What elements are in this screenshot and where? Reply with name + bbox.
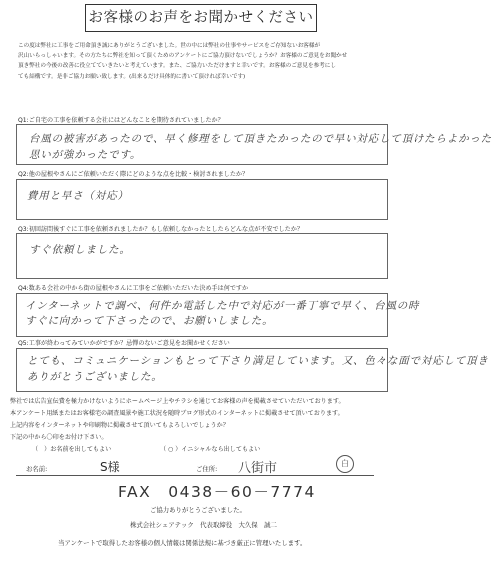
answer-box-2	[16, 179, 388, 220]
notice-line: 上記内容をインターネットや印刷物に掲載させて頂いてもよろしいでしょうか？	[10, 422, 229, 429]
answer-1-line-1: 台風の被害があったので、早く修理をして頂きたかったので早い対応して頂けたらよかった	[29, 133, 492, 145]
name-divider	[16, 475, 374, 476]
address-label: ご住所:	[196, 465, 218, 473]
answer-4-line-1: インターネットで調べ、何件か電話した中で対応が一番丁寧で早く、台風の時	[25, 300, 420, 312]
notice-line: 弊社では広告宣伝費を極力かけないようにホームページ上やチラシを通じてお客様の声を掲載させていただいております。	[10, 398, 345, 405]
question-2-label: Q2:他の屋根やさんにご依頼いただく際にどのような点を比較・検討されましたか？	[18, 171, 249, 178]
intro-line: ても結構です。是非ご協力お願い致します。(出来るだけ具体的に書いて頂ければ幸いです)	[18, 73, 246, 80]
answer-5-line-2: ありがとうございました。	[27, 371, 163, 383]
answer-4-line-2: すぐに向かって下さったので、お願いしました。	[25, 315, 274, 327]
question-3-label: Q3:初回訪問後すぐに工事を依頼されましたか？もし依頼しなかったとしたらどんな点が不安でしたか？	[18, 226, 303, 233]
name-value: S様	[100, 460, 120, 474]
form-title: お客様のお声をお聞かせください	[85, 4, 317, 32]
answer-box-4	[16, 293, 420, 337]
option-name[interactable]: （ ）お名前を出してもよい	[32, 446, 112, 453]
thanks-text: ご協力ありがとうございました。	[150, 506, 246, 514]
fax-number: FAX 0438－60－7774	[118, 483, 316, 501]
name-label: お名前:	[26, 465, 48, 473]
notice-line: 下記の中から〇印をお付け下さい。	[10, 434, 108, 441]
answer-box-5	[16, 348, 489, 392]
option-initials[interactable]: （ ○ ）イニシャルなら出してもよい	[160, 446, 261, 453]
intro-line: 沢山いらっしゃいます。その方たちに弊社を知って頂くためのアンケートにご協力頂けないでしょうか？お客様のご意見をお聞かせ	[18, 53, 348, 60]
seal-stamp: 白	[336, 455, 354, 473]
question-5-label: Q5:工事が終わってみていかがですか？忌憚のないご意見をお聞かせください	[18, 340, 230, 347]
answer-1-line-2: 思いが強かったです。	[29, 149, 142, 161]
privacy-notice: 当アンケートで取得したお客様の個人情報は関係法規に基づき厳正に管理いたします。	[58, 539, 307, 547]
question-1-label: Q1:ご自宅の工事を依頼する会社にはどんなことを期待されていましたか？	[18, 117, 224, 124]
answer-3-line-1: すぐ依頼しました。	[29, 244, 131, 256]
company-signature: 株式会社シェアテック 代表取締役 大久保 誠二	[130, 521, 277, 529]
notice-line: 本アンケート用紙またはお客様宅の調査風景や施工状況を随時ブログ形式のインターネットに掲載させて頂いております。	[10, 410, 344, 417]
intro-line: この度は弊社に工事をご用命頂き誠にありがとうございました。世の中には弊社の仕事やサービスをご存知ないお客様が	[18, 43, 321, 49]
question-4-label: Q4:数ある会社の中から街の屋根やさんに工事をご依頼いただいた決め手は何ですか	[18, 285, 249, 292]
intro-line: 頂き弊社の今後の改善に役立てていきたいと考えています。また、ご協力いただけますと幸いです。お客様のご意見を参考にし	[18, 63, 336, 70]
address-value: 八街市	[238, 461, 278, 476]
answer-box-1	[16, 124, 492, 165]
answer-5-line-1: とても、コミュニケーションもとって下さり満足しています。又、色々な面で対応して頂き	[27, 355, 489, 367]
answer-2-line-1: 費用と早さ（対応）	[27, 190, 129, 202]
intro-text	[18, 41, 386, 82]
answer-box-3	[16, 233, 388, 279]
